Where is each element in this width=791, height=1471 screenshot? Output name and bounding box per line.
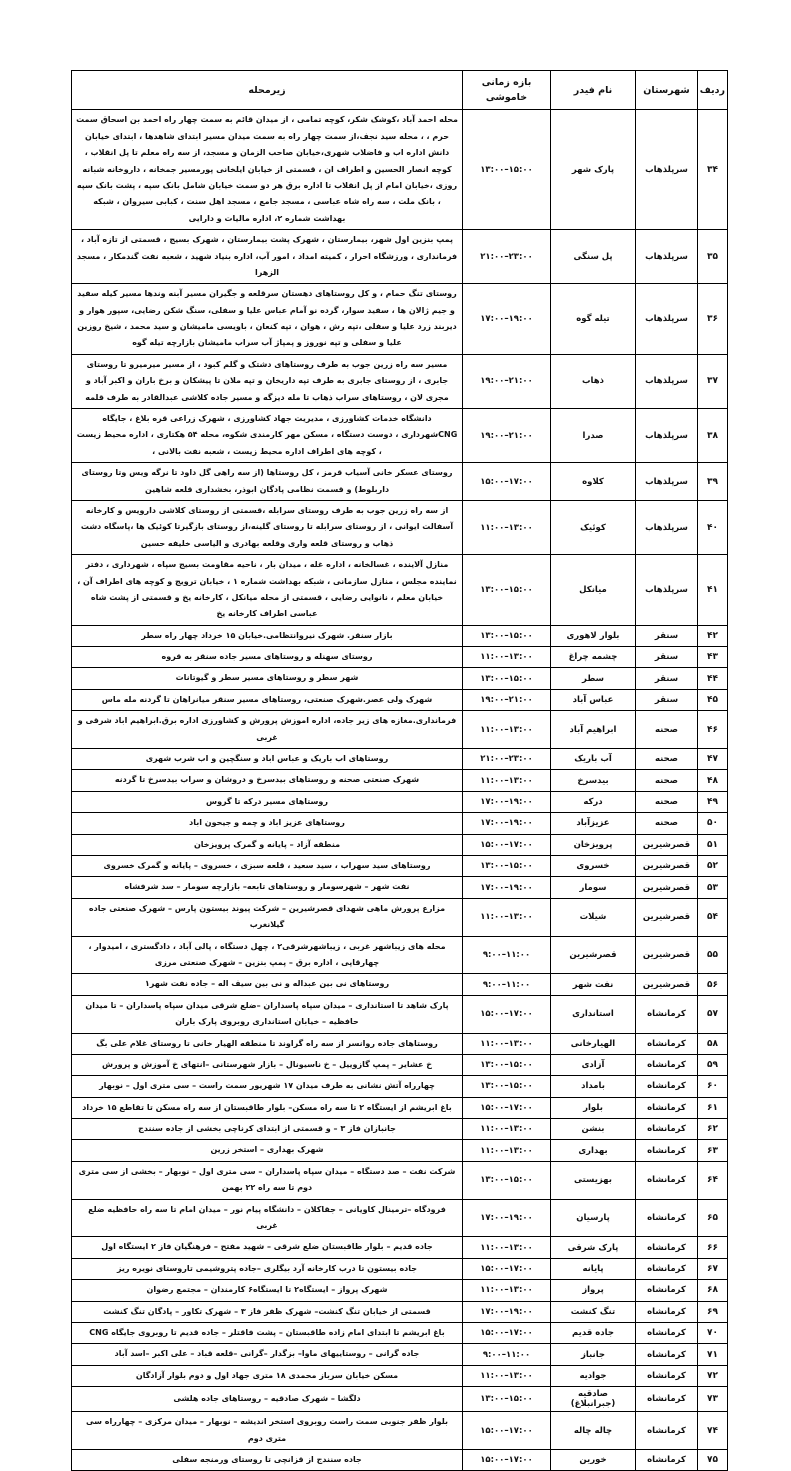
county-cell: قصرشیرین bbox=[636, 856, 698, 877]
outage-time-cell: ۱۱:۰۰–۱۳:۰۰ bbox=[463, 1119, 551, 1140]
outage-time-cell: ۱۹:۰۰–۲۱:۰۰ bbox=[463, 409, 551, 463]
table-row bbox=[72, 1237, 728, 1258]
table-row bbox=[72, 463, 728, 501]
outage-time-cell: ۱۳:۰۰–۱۵:۰۰ bbox=[463, 1387, 551, 1412]
feeder-name-cell: جوادیه bbox=[551, 1365, 636, 1386]
table-row bbox=[72, 1076, 728, 1097]
outage-time-cell: ۱۵:۰۰–۱۷:۰۰ bbox=[463, 834, 551, 855]
county-cell: کرمانشاه bbox=[636, 1054, 698, 1075]
subneighborhood-cell: پمپ بنزین اول شهر، بیمارستان ، شهرک پشت بیمارستان ، شهرک بسیج ، قسمتی از تازه آباد ، فرمانداری ، ورزشگاه احرار ، کمیته امداد ، امور آب، اداره بنیاد شهید ، شعبه نفت گندمکار ، مسجد الزهرا bbox=[72, 230, 463, 284]
feeder-name-cell: صادقیه (جبرانبلاغ) bbox=[551, 1387, 636, 1412]
subneighborhood-cell: شهرک بهداری – استخر زرین bbox=[72, 1140, 463, 1161]
subneighborhood-cell: مسیر سه راه زرین جوب به طرف روستاهای دشتک و گلم کبود ، از مسیر میرمیرو تا روستای جابری ، از روستای جابری به طرف تپه داریخان و تپه ملان تا پیشکان و برخ باران و اکبر آباد و مجری لان ، روستاهای سراب ذهاب تا مله دیزگه و مسیر جاده کلاشی عبدالقادر به طرف قلمه bbox=[72, 354, 463, 408]
county-cell: سرپلذهاب bbox=[636, 409, 698, 463]
table-row bbox=[72, 711, 728, 749]
row-number-cell: ۷۴ bbox=[698, 1412, 728, 1450]
table-row bbox=[72, 1119, 728, 1140]
subneighborhood-cell: محله احمد آباد ،کوشک شکر، کوچه تمامی ، از میدان قائم به سمت چهار راه احمد بن اسحاق سمت حرم ، ، محله سید نجف،از سمت چهار راه به سمت میدان مسیر ابتدای شاهدها ، ابتدای خیابان دانش اداره اب و فاضلاب شهری،خیابان صاحب الزمان و مسجد، از سه راه معلم تا پل انقلاب ، کوچه انصار الحسین و اطراف ان ، قسمتی از خیابان ایلخانی پورمسیر جمخانه ، داروخانه شبانه روزی ،خیابان امام از پل انقلاب تا اداره برق هر دو سمت خیابان شامل بانک سپه ، پشت بانک سپه ، بانک ملت ، سه راه شاه عباسی ، مسجد جامع ، مسجد اهل سنت ، کبابی سیروان ، شبکه بهداشت شماره ۲، اداره مالیات و دارایی bbox=[72, 110, 463, 230]
feeder-name-cell: پارک شرقی bbox=[551, 1237, 636, 1258]
table-row bbox=[72, 1054, 728, 1075]
feeder-name-cell: بامداد bbox=[551, 1076, 636, 1097]
table-row bbox=[72, 1365, 728, 1386]
feeder-name-cell: درکه bbox=[551, 791, 636, 812]
row-number-cell: ۵۶ bbox=[698, 974, 728, 995]
outage-time-cell: ۱۷:۰۰–۱۹:۰۰ bbox=[463, 1199, 551, 1237]
subneighborhood-cell: باغ ابریشم تا ابتدای امام زاده طاقبستان – پشت فاقتلر – جاده قدیم تا روبروی جایگاه CNG bbox=[72, 1322, 463, 1343]
subneighborhood-cell: جاده بیستون تا درب کارخانه آرد بیگلری –جاده پتروشیمی تاروستای نویره ریز bbox=[72, 1258, 463, 1279]
outage-time-cell: ۱۱:۰۰–۱۳:۰۰ bbox=[463, 770, 551, 791]
outage-time-cell: ۱۳:۰۰–۱۵:۰۰ bbox=[463, 1076, 551, 1097]
county-cell: صحنه bbox=[636, 749, 698, 770]
subneighborhood-cell: روستاهای سید سهراب ، سید سعید ، قلعه سبزی ، خسروی – پایانه و گمرک خسروی bbox=[72, 856, 463, 877]
row-number-cell: ۴۱ bbox=[698, 555, 728, 626]
row-number-cell: ۴۵ bbox=[698, 689, 728, 710]
table-row bbox=[72, 1412, 728, 1450]
table-row bbox=[72, 1322, 728, 1343]
outage-time-cell: ۱۱:۰۰–۱۳:۰۰ bbox=[463, 500, 551, 554]
subneighborhood-cell: شهر سطر و روستاهای مسیر سطر و گیوتانات bbox=[72, 668, 463, 689]
outage-time-cell: ۱۱:۰۰–۱۳:۰۰ bbox=[463, 1140, 551, 1161]
table-row bbox=[72, 995, 728, 1033]
county-cell: قصرشیرین bbox=[636, 834, 698, 855]
county-cell: کرمانشاه bbox=[636, 1412, 698, 1450]
subneighborhood-cell: پارک شاهد تا استانداری – میدان سپاه پاسداران –ضلع شرقی میدان سپاه پاسداران – تا میدان حافظیه – خیابان استانداری روبروی پارک باران bbox=[72, 995, 463, 1033]
subneighborhood-cell: روستای عسکر خانی آسیاب قرمز ، کل روستاها (از سه راهی گل داود تا نرگه ویس وتا روستای داربلوط) و قسمت نظامی پادگان ابوذر، بخشداری قلعه شاهین bbox=[72, 463, 463, 501]
feeder-name-cell: جانباز bbox=[551, 1344, 636, 1365]
county-cell: سنقر bbox=[636, 625, 698, 646]
outage-time-cell: ۱۵:۰۰–۱۷:۰۰ bbox=[463, 995, 551, 1033]
table-row bbox=[72, 791, 728, 812]
table-row bbox=[72, 1199, 728, 1237]
row-number-cell: ۶۵ bbox=[698, 1199, 728, 1237]
county-cell: سرپلذهاب bbox=[636, 463, 698, 501]
county-cell: کرمانشاه bbox=[636, 1097, 698, 1118]
feeder-name-cell: پرویزخان bbox=[551, 834, 636, 855]
county-cell: کرمانشاه bbox=[636, 1387, 698, 1412]
row-number-cell: ۴۲ bbox=[698, 625, 728, 646]
row-number-cell: ۶۳ bbox=[698, 1140, 728, 1161]
county-cell: قصرشیرین bbox=[636, 974, 698, 995]
subneighborhood-cell: فرودگاه –ترمینال کاویانی – جقاکلان – دانشگاه پیام نور – میدان امام تا سه راه حافظیه ضلع غربی bbox=[72, 1199, 463, 1237]
feeder-name-cell: کوئیک bbox=[551, 500, 636, 554]
outage-time-cell: ۱۳:۰۰–۱۵:۰۰ bbox=[463, 668, 551, 689]
feeder-name-cell: عباس آباد bbox=[551, 689, 636, 710]
row-number-cell: ۳۴ bbox=[698, 110, 728, 230]
county-cell: سنقر bbox=[636, 668, 698, 689]
subneighborhood-cell: منازل آلاینده ، غسالخانه ، اداره غله ، میدان بار ، ناحیه مقاومت بسیج سپاه ، شهرداری ، دفتر نماینده مجلس ، منازل سازمانی ، شبکه بهداشت شماره ۱ ، خیابان ترویج و کوچه های اطراف آن ، خیابان معلم ، نانوایی رضایی ، قسمتی از محله میانکل ، کارخانه یخ و قسمتی از پشت شاه عباسی اطراف کارخانه یخ bbox=[72, 555, 463, 626]
outage-time-cell: ۱۵:۰۰–۱۷:۰۰ bbox=[463, 1412, 551, 1450]
row-number-cell: ۴۰ bbox=[698, 500, 728, 554]
county-cell: سرپلذهاب bbox=[636, 354, 698, 408]
county-cell: کرمانشاه bbox=[636, 1344, 698, 1365]
table-row bbox=[72, 284, 728, 355]
county-cell: صحنه bbox=[636, 813, 698, 834]
row-number-cell: ۳۶ bbox=[698, 284, 728, 355]
outage-time-cell: ۲۱:۰۰–۲۳:۰۰ bbox=[463, 230, 551, 284]
outage-time-cell: ۱۳:۰۰–۱۵:۰۰ bbox=[463, 856, 551, 877]
outage-time-cell: ۱۳:۰۰–۱۵:۰۰ bbox=[463, 1161, 551, 1199]
outage-time-cell: ۱۳:۰۰–۱۵:۰۰ bbox=[463, 625, 551, 646]
feeder-name-cell: قصرشیرین bbox=[551, 936, 636, 974]
row-number-cell: ۶۹ bbox=[698, 1301, 728, 1322]
subneighborhood-cell: نفت شهر – شهرسومار و روستاهای تابعه– بازارچه سومار – سد شرفشاه bbox=[72, 877, 463, 898]
subneighborhood-cell: روستای سهنله و روستاهای مسیر جاده سنقر به قروه bbox=[72, 647, 463, 668]
subneighborhood-cell: جاده سنندج از قزانچی تا روستای ورمنجه سفلی bbox=[72, 1449, 463, 1470]
outage-time-cell: ۲۱:۰۰–۲۳:۰۰ bbox=[463, 749, 551, 770]
feeder-name-cell: سومار bbox=[551, 877, 636, 898]
subneighborhood-cell: روستاهای مسیر درکه تا گروس bbox=[72, 791, 463, 812]
row-number-cell: ۶۰ bbox=[698, 1076, 728, 1097]
outage-time-cell: ۹:۰۰–۱۱:۰۰ bbox=[463, 936, 551, 974]
table-row bbox=[72, 1258, 728, 1279]
feeder-name-cell: تیله گوه bbox=[551, 284, 636, 355]
county-cell: قصرشیرین bbox=[636, 936, 698, 974]
subneighborhood-cell: بلوار ظفر جنوبی سمت راست روبروی استخر اندیشه – نوبهار – میدان مرکزی – چهارراه سی متری دوم bbox=[72, 1412, 463, 1450]
table-row bbox=[72, 1344, 728, 1365]
row-number-cell: ۷۲ bbox=[698, 1365, 728, 1386]
county-cell: کرمانشاه bbox=[636, 1365, 698, 1386]
outage-time-cell: ۹:۰۰–۱۱:۰۰ bbox=[463, 1344, 551, 1365]
table-row bbox=[72, 230, 728, 284]
table-row bbox=[72, 1280, 728, 1301]
subneighborhood-cell: شهرک صنعتی صحنه و روستاهای بیدسرخ و دروشان و سراب بیدسرخ تا گردنه bbox=[72, 770, 463, 791]
subneighborhood-cell: روستاهای اب باریک و عباس اباد و سنگچین و اب شرب شهری bbox=[72, 749, 463, 770]
outage-time-cell: ۱۱:۰۰–۱۳:۰۰ bbox=[463, 1365, 551, 1386]
subneighborhood-cell: روستای تنگ حمام ، و کل روستاهای دهستان سرقلعه و جگیران مسیر آبنه وندها مسیر کیله سفید و جیم ژالان ها ، سفید سوار، گرده نو آمام عباس علیا و سفلی، سنگ شکن رضایی، سپور هوار و دیربند زرد علیا و سفلی ،تپه رش ، هوان ، تپه کنعان ، باویسی مامیشان و سید محمد ، شیخ روزین علیا و سفلی و تپه نوروز و پمپاژ آب سراب مامیشان بازارچه تیله گوه bbox=[72, 284, 463, 355]
county-cell: صحنه bbox=[636, 711, 698, 749]
row-number-cell: ۵۴ bbox=[698, 898, 728, 936]
feeder-name-cell: بلوار لاهوری bbox=[551, 625, 636, 646]
outage-time-cell: ۱۷:۰۰–۱۹:۰۰ bbox=[463, 791, 551, 812]
row-number-cell: ۶۲ bbox=[698, 1119, 728, 1140]
feeder-name-cell: پرواز bbox=[551, 1280, 636, 1301]
county-cell: کرمانشاه bbox=[636, 1322, 698, 1343]
row-number-cell: ۷۵ bbox=[698, 1449, 728, 1470]
row-number-cell: ۶۶ bbox=[698, 1237, 728, 1258]
table-row bbox=[72, 749, 728, 770]
table-row bbox=[72, 856, 728, 877]
feeder-name-cell: چاله چاله bbox=[551, 1412, 636, 1450]
subneighborhood-cell: مزارع پرورش ماهی شهدای قصرشیرین – شرکت پیوند بیستون پارس – شهرک صنعتی جاده گیلانغرب bbox=[72, 898, 463, 936]
subneighborhood-cell: جاده قدیم – بلوار طاقبستان ضلع شرقی – شهید مفتح – فرهنگیان فاز ۲ ایستگاه اول bbox=[72, 1237, 463, 1258]
county-cell: کرمانشاه bbox=[636, 1140, 698, 1161]
table-row bbox=[72, 974, 728, 995]
feeder-name-cell: ذهاب bbox=[551, 354, 636, 408]
subneighborhood-cell: روستاهای نی بین عبداله و نی بین سیف اله – جاده نفت شهر۱ bbox=[72, 974, 463, 995]
header-feeder: نام فیدر bbox=[551, 71, 636, 110]
table-row bbox=[72, 647, 728, 668]
table-row bbox=[72, 500, 728, 554]
table-row bbox=[72, 834, 728, 855]
table-row bbox=[72, 689, 728, 710]
feeder-name-cell: خسروی bbox=[551, 856, 636, 877]
county-cell: کرمانشاه bbox=[636, 1258, 698, 1279]
table-row bbox=[72, 877, 728, 898]
row-number-cell: ۵۲ bbox=[698, 856, 728, 877]
feeder-name-cell: ابراهیم آباد bbox=[551, 711, 636, 749]
county-cell: کرمانشاه bbox=[636, 1449, 698, 1470]
subneighborhood-cell: دلگشا – شهرک صادقیه – روستاهای جاده هلشی bbox=[72, 1387, 463, 1412]
row-number-cell: ۵۳ bbox=[698, 877, 728, 898]
feeder-name-cell: جاده قدیم bbox=[551, 1322, 636, 1343]
county-cell: کرمانشاه bbox=[636, 1301, 698, 1322]
row-number-cell: ۵۵ bbox=[698, 936, 728, 974]
feeder-name-cell: پایانه bbox=[551, 1258, 636, 1279]
subneighborhood-cell: منطقه آزاد – پایانه و گمرک پرویزخان bbox=[72, 834, 463, 855]
feeder-name-cell: آب باریک bbox=[551, 749, 636, 770]
outage-time-cell: ۱۵:۰۰–۱۷:۰۰ bbox=[463, 1322, 551, 1343]
county-cell: سنقر bbox=[636, 647, 698, 668]
outage-time-cell: ۱۱:۰۰–۱۳:۰۰ bbox=[463, 898, 551, 936]
row-number-cell: ۳۹ bbox=[698, 463, 728, 501]
subneighborhood-cell: از سه راه زرین جوب به طرف روستای سرابله ،قسمتی از روستای کلاشی دارویس و کارخانه آسفالت ایوانی ، از روستای سرابله تا روستای گلینه،از روستای بازگیرتا کوئیک ها ،پاسگاه دشت ذهاب و روستای قلعه واری وقلعه بهادری و الیاسی خلیفه حسین bbox=[72, 500, 463, 554]
subneighborhood-cell: دانشگاه خدمات کشاورزی ، مدیریت جهاد کشاورزی ، شهرک زراعی قره بلاغ ، جایگاه CNGشهرداری ، دوست دستگاه ، مسکن مهر کارمندی شکوه، محله ۵۴ هکتاری ، اداره محیط زیست ، کوچه های اطراف اداره محیط زیست ، شعبه نفت بالانی ، bbox=[72, 409, 463, 463]
outage-time-cell: ۱۱:۰۰–۱۳:۰۰ bbox=[463, 1237, 551, 1258]
table-row bbox=[72, 813, 728, 834]
outage-time-cell: ۱۱:۰۰–۱۳:۰۰ bbox=[463, 647, 551, 668]
feeder-name-cell: بیدسرخ bbox=[551, 770, 636, 791]
table-row bbox=[72, 555, 728, 626]
subneighborhood-cell: شهرک پرواز – ایستگاه۲ تا ایستگاه۶ کارمندان – مجتمع رضوان bbox=[72, 1280, 463, 1301]
table-row bbox=[72, 110, 728, 230]
feeder-name-cell: پارک شهر bbox=[551, 110, 636, 230]
county-cell: سرپلذهاب bbox=[636, 500, 698, 554]
subneighborhood-cell: فرمانداری.مغازه های زیر جاده، اداره اموزش پرورش و کشاورزی اداره برق.ابراهیم اباد شرقی و غربی bbox=[72, 711, 463, 749]
row-number-cell: ۶۸ bbox=[698, 1280, 728, 1301]
row-number-cell: ۵۹ bbox=[698, 1054, 728, 1075]
table-row bbox=[72, 625, 728, 646]
row-number-cell: ۶۴ bbox=[698, 1161, 728, 1199]
row-number-cell: ۴۹ bbox=[698, 791, 728, 812]
county-cell: کرمانشاه bbox=[636, 1199, 698, 1237]
feeder-name-cell: بلوار bbox=[551, 1097, 636, 1118]
feeder-name-cell: عزیزآباد bbox=[551, 813, 636, 834]
outage-time-cell: ۱۷:۰۰–۱۹:۰۰ bbox=[463, 284, 551, 355]
county-cell: کرمانشاه bbox=[636, 1119, 698, 1140]
county-cell: قصرشیرین bbox=[636, 898, 698, 936]
outage-time-cell: ۱۵:۰۰–۱۷:۰۰ bbox=[463, 1258, 551, 1279]
outage-time-cell: ۱۱:۰۰–۱۳:۰۰ bbox=[463, 711, 551, 749]
outage-time-cell: ۱۳:۰۰–۱۵:۰۰ bbox=[463, 110, 551, 230]
table-row bbox=[72, 770, 728, 791]
table-row bbox=[72, 1161, 728, 1199]
table-row bbox=[72, 354, 728, 408]
table-row bbox=[72, 409, 728, 463]
subneighborhood-cell: شهرک ولی عصر.شهرک صنعتی، روستاهای مسیر سنقر میانراهان تا گردنه مله ماس bbox=[72, 689, 463, 710]
county-cell: کرمانشاه bbox=[636, 995, 698, 1033]
row-number-cell: ۴۶ bbox=[698, 711, 728, 749]
outage-time-cell: ۱۳:۰۰–۱۵:۰۰ bbox=[463, 1054, 551, 1075]
row-number-cell: ۶۷ bbox=[698, 1258, 728, 1279]
outage-time-cell: ۱۵:۰۰–۱۷:۰۰ bbox=[463, 463, 551, 501]
row-number-cell: ۳۵ bbox=[698, 230, 728, 284]
county-cell: کرمانشاه bbox=[636, 1161, 698, 1199]
table-row bbox=[72, 898, 728, 936]
table-row bbox=[72, 936, 728, 974]
row-number-cell: ۵۸ bbox=[698, 1033, 728, 1054]
subneighborhood-cell: جانبازان فاز ۳ – و قسمتی از ابتدای کرناچی بخشی از جاده سنندج bbox=[72, 1119, 463, 1140]
county-cell: سرپلذهاب bbox=[636, 110, 698, 230]
feeder-name-cell: کلاوه bbox=[551, 463, 636, 501]
header-outage-time: بازه زمانی خاموشی bbox=[463, 71, 551, 110]
outage-time-cell: ۱۷:۰۰–۱۹:۰۰ bbox=[463, 877, 551, 898]
row-number-cell: ۴۷ bbox=[698, 749, 728, 770]
county-cell: سرپلذهاب bbox=[636, 230, 698, 284]
row-number-cell: ۷۳ bbox=[698, 1387, 728, 1412]
feeder-name-cell: سطر bbox=[551, 668, 636, 689]
outage-time-cell: ۹:۰۰–۱۱:۰۰ bbox=[463, 974, 551, 995]
header-county: شهرستان bbox=[636, 71, 698, 110]
feeder-name-cell: شیلات bbox=[551, 898, 636, 936]
outage-time-cell: ۱۱:۰۰–۱۳:۰۰ bbox=[463, 1033, 551, 1054]
row-number-cell: ۴۴ bbox=[698, 668, 728, 689]
feeder-name-cell: پارسیان bbox=[551, 1199, 636, 1237]
row-number-cell: ۴۸ bbox=[698, 770, 728, 791]
outage-time-cell: ۱۷:۰۰–۱۹:۰۰ bbox=[463, 813, 551, 834]
row-number-cell: ۴۳ bbox=[698, 647, 728, 668]
subneighborhood-cell: خ عشایر – پمپ گازوییل – خ ناسیونال – بازار شهرستانی –انتهای خ آموزش و پرورش bbox=[72, 1054, 463, 1075]
table-row bbox=[72, 1387, 728, 1412]
table-row bbox=[72, 1033, 728, 1054]
feeder-name-cell: چشمه چراغ bbox=[551, 647, 636, 668]
county-cell: صحنه bbox=[636, 791, 698, 812]
subneighborhood-cell: شرکت نفت – صد دستگاه – میدان سپاه پاسداران – سی متری اول – نوبهار – بخشی از سی متری دوم تا سه راه ۲۲ بهمن bbox=[72, 1161, 463, 1199]
row-number-cell: ۵۰ bbox=[698, 813, 728, 834]
county-cell: کرمانشاه bbox=[636, 1237, 698, 1258]
table-header-row bbox=[72, 71, 728, 110]
subneighborhood-cell: مسکن خیابان سرباز محمدی ۱۸ متری جهاد اول و دوم بلوار آزادگان bbox=[72, 1365, 463, 1386]
subneighborhood-cell: جاده گرانی – روستاییهای ماوا– بزگدار –گرانی –قلعه قباد – علی اکبر –اسد آباد bbox=[72, 1344, 463, 1365]
county-cell: کرمانشاه bbox=[636, 1033, 698, 1054]
feeder-name-cell: بهداری bbox=[551, 1140, 636, 1161]
outage-time-cell: ۱۵:۰۰–۱۷:۰۰ bbox=[463, 1097, 551, 1118]
row-number-cell: ۷۱ bbox=[698, 1344, 728, 1365]
row-number-cell: ۶۱ bbox=[698, 1097, 728, 1118]
outage-time-cell: ۱۵:۰۰–۱۷:۰۰ bbox=[463, 1449, 551, 1470]
feeder-name-cell: پل سنگی bbox=[551, 230, 636, 284]
table-row bbox=[72, 1097, 728, 1118]
feeder-name-cell: استانداری bbox=[551, 995, 636, 1033]
row-number-cell: ۳۸ bbox=[698, 409, 728, 463]
row-number-cell: ۵۷ bbox=[698, 995, 728, 1033]
feeder-name-cell: آزادی bbox=[551, 1054, 636, 1075]
table-row bbox=[72, 1140, 728, 1161]
subneighborhood-cell: محله های زیباشهر غربی ، زیباشهرشرقی۲ ، چهل دستگاه ، پالی آباد ، دادگستری ، امیدوار ، چهارقاپی ، اداره برق – پمپ بنزین – شهرک صنعتی مرزی bbox=[72, 936, 463, 974]
feeder-name-cell: خورین bbox=[551, 1449, 636, 1470]
table-row bbox=[72, 668, 728, 689]
feeder-name-cell: نفت شهر bbox=[551, 974, 636, 995]
outage-schedule-table bbox=[71, 70, 728, 1471]
feeder-name-cell: بهزیستی bbox=[551, 1161, 636, 1199]
feeder-name-cell: صدرا bbox=[551, 409, 636, 463]
feeder-name-cell: بنشن bbox=[551, 1119, 636, 1140]
feeder-name-cell: الهیارخانی bbox=[551, 1033, 636, 1054]
feeder-name-cell: تنگ کنشت bbox=[551, 1301, 636, 1322]
outage-time-cell: ۱۳:۰۰–۱۵:۰۰ bbox=[463, 555, 551, 626]
header-row-number: ردیف bbox=[698, 71, 728, 110]
subneighborhood-cell: روستاهای عزیز اباد و چمه و جیحون اباد bbox=[72, 813, 463, 834]
outage-time-cell: ۱۱:۰۰–۱۳:۰۰ bbox=[463, 1280, 551, 1301]
feeder-name-cell: میانکل bbox=[551, 555, 636, 626]
header-subneighborhood: زیرمحله bbox=[72, 71, 463, 110]
county-cell: سرپلذهاب bbox=[636, 555, 698, 626]
table-row bbox=[72, 1301, 728, 1322]
county-cell: سرپلذهاب bbox=[636, 284, 698, 355]
subneighborhood-cell: بازار سنقر. شهرک نیروانتظامی.خیابان ۱۵ خرداد چهار راه سطر bbox=[72, 625, 463, 646]
subneighborhood-cell: باغ ابریشم از ایستگاه ۲ تا سه راه مسکن– بلوار طاقبستان از سه راه مسکن تا تقاطع ۱۵ خرداد bbox=[72, 1097, 463, 1118]
county-cell: کرمانشاه bbox=[636, 1076, 698, 1097]
row-number-cell: ۷۰ bbox=[698, 1322, 728, 1343]
outage-time-cell: ۱۹:۰۰–۲۱:۰۰ bbox=[463, 689, 551, 710]
table-row bbox=[72, 1449, 728, 1470]
row-number-cell: ۳۷ bbox=[698, 354, 728, 408]
outage-time-cell: ۱۹:۰۰–۲۱:۰۰ bbox=[463, 354, 551, 408]
subneighborhood-cell: چهارراه آتش نشانی به طرف میدان ۱۷ شهریور سمت راست – سی متری اول – نوبهار bbox=[72, 1076, 463, 1097]
subneighborhood-cell: قسمتی از خیابان تنگ کنشت– شهرک ظفر فاز ۳ – شهرک تکاور – پادگان تنگ کنشت bbox=[72, 1301, 463, 1322]
county-cell: قصرشیرین bbox=[636, 877, 698, 898]
county-cell: صحنه bbox=[636, 770, 698, 791]
subneighborhood-cell: روستاهای جاده روانسر از سه راه گراوند تا منطقه الهیار خانی تا روستای غلام علی بگ bbox=[72, 1033, 463, 1054]
row-number-cell: ۵۱ bbox=[698, 834, 728, 855]
outage-time-cell: ۱۷:۰۰–۱۹:۰۰ bbox=[463, 1301, 551, 1322]
county-cell: سنقر bbox=[636, 689, 698, 710]
county-cell: کرمانشاه bbox=[636, 1280, 698, 1301]
